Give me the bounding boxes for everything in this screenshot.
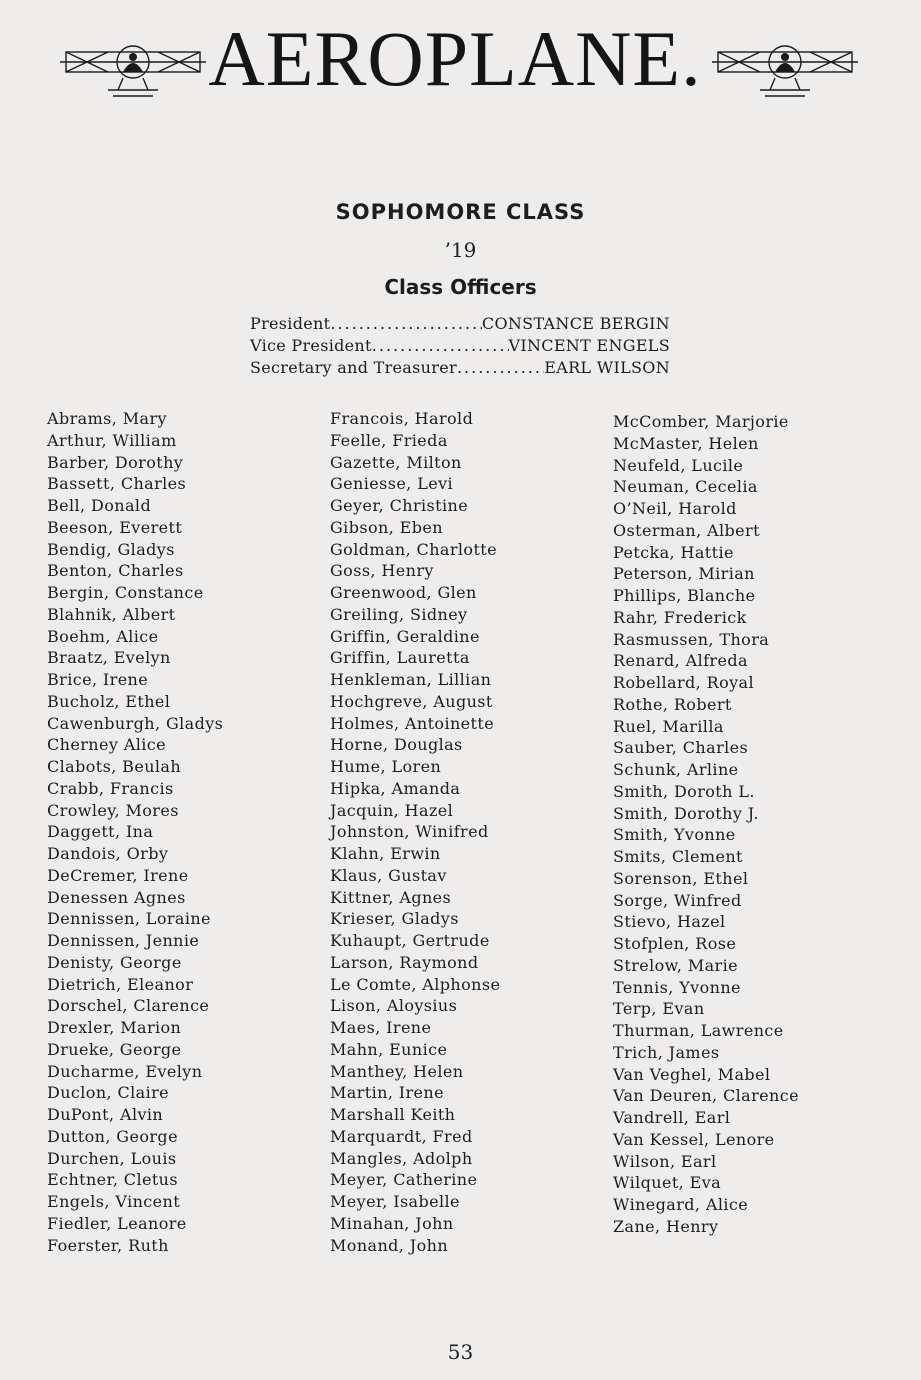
student-name: Bell, Donald [47, 496, 152, 515]
student-name: Smits, Clement [613, 847, 743, 866]
officer-role: Vice President [250, 336, 372, 355]
student-name: Goldman, Charlotte [330, 539, 497, 559]
student-name: Minahan, John [330, 1213, 454, 1233]
student-name: Henkleman, Lillian [330, 670, 492, 689]
student-name: Abrams, Mary [47, 409, 167, 428]
class-year: ’19 [444, 238, 477, 262]
student-name: Ducharme, Evelyn [47, 1061, 203, 1081]
student-name: Kuhaupt, Gertrude [330, 931, 490, 950]
student-name: Engels, Vincent [47, 1192, 181, 1211]
student-name: McMaster, Helen [613, 433, 759, 453]
student-name: Mangles, Adolph [330, 1148, 473, 1168]
student-name: Crowley, Mores [47, 800, 179, 820]
student-name: Neufeld, Lucile [613, 455, 744, 475]
student-name: Dietrich, Eleanor [47, 974, 194, 994]
student-name: Horne, Douglas [330, 735, 463, 755]
student-name: Hume, Loren [330, 757, 442, 776]
student-name: Boehm, Alice [47, 626, 159, 646]
student-name: Cawenburgh, Gladys [47, 713, 224, 733]
student-name: Griffin, Lauretta [330, 648, 470, 668]
student-name: Klahn, Erwin [330, 844, 441, 863]
student-name: Fiedler, Leanore [47, 1213, 187, 1233]
student-name: Mahn, Eunice [330, 1039, 448, 1059]
student-name: Foerster, Ruth [47, 1235, 169, 1255]
student-name: Osterman, Albert [613, 520, 760, 540]
student-name: Rothe, Robert [613, 694, 732, 714]
student-name: Smith, Dorothy J. [613, 803, 759, 823]
student-name: Neuman, Cecelia [613, 477, 758, 497]
student-name: Denessen Agnes [47, 887, 186, 907]
masthead-title: AEROPLANE. [208, 15, 702, 102]
student-name: Griffin, Geraldine [330, 626, 480, 646]
student-name: Vandrell, Earl [613, 1108, 731, 1127]
student-name: Zane, Henry [613, 1216, 719, 1236]
officer-row [250, 357, 670, 379]
student-name: Rasmussen, Thora [613, 629, 770, 649]
officer-name: CONSTANCE BERGIN [481, 314, 670, 333]
student-name: Arthur, William [47, 430, 177, 450]
page-number: 53 [447, 1340, 474, 1364]
student-name: Jacquin, Hazel [330, 800, 454, 820]
student-name: Martin, Irene [330, 1083, 445, 1103]
officer-name: VINCENT ENGELS [508, 336, 670, 355]
student-name: Marshall Keith [330, 1105, 456, 1124]
student-name: Bassett, Charles [47, 474, 187, 494]
student-name: Klaus, Gustav [330, 865, 447, 885]
student-name: Geniesse, Levi [330, 474, 454, 494]
student-name: Wilquet, Eva [613, 1173, 722, 1193]
student-name: Renard, Alfreda [613, 651, 748, 671]
student-name: Brice, Irene [47, 670, 149, 689]
student-name: Manthey, Helen [330, 1061, 464, 1081]
officer-role: President [250, 314, 331, 333]
student-name: Smith, Doroth L. [613, 781, 755, 801]
student-name: Braatz, Evelyn [47, 648, 171, 668]
student-name: Sorge, Winfred [613, 890, 742, 910]
officer-row [250, 313, 670, 335]
student-name: Goss, Henry [330, 561, 434, 581]
student-name: Van Veghel, Mabel [613, 1064, 771, 1084]
student-name: Holmes, Antoinette [330, 713, 495, 733]
student-name: Marquardt, Fred [330, 1126, 473, 1146]
student-name: Cherney Alice [47, 735, 166, 755]
masthead [0, 15, 921, 108]
student-name: Krieser, Gladys [330, 909, 459, 929]
student-name: Drexler, Marion [47, 1018, 182, 1037]
student-name: Clabots, Beulah [47, 757, 182, 776]
student-name: Wilson, Earl [613, 1151, 717, 1171]
student-name: Barber, Dorothy [47, 452, 184, 472]
student-name: Smith, Yvonne [613, 825, 736, 845]
roster-column-3 [613, 411, 883, 1238]
student-name: Meyer, Catherine [330, 1170, 478, 1190]
student-name: Dennissen, Jennie [47, 931, 200, 950]
student-name: Francois, Harold [330, 409, 474, 428]
student-name: Benton, Charles [47, 561, 184, 581]
student-name: Winegard, Alice [613, 1195, 749, 1214]
student-name: Bergin, Constance [47, 583, 204, 602]
student-name: Hochgreve, August [330, 691, 493, 711]
officer-name: EARL WILSON [544, 358, 670, 377]
student-name: Phillips, Blanche [613, 586, 756, 605]
class-title: SOPHOMORE CLASS [335, 200, 586, 224]
officer-role: Secretary and Treasurer [250, 358, 457, 377]
student-name: Rahr, Frederick [613, 607, 747, 627]
student-name: Bendig, Gladys [47, 539, 175, 559]
student-name: Thurman, Lawrence [613, 1021, 784, 1040]
student-name: Petcka, Hattie [613, 542, 734, 562]
student-name: Greiling, Sidney [330, 604, 468, 624]
student-name: Meyer, Isabelle [330, 1192, 460, 1211]
student-name: Terp, Evan [613, 999, 705, 1019]
student-name: Gibson, Eben [330, 517, 443, 537]
student-name: Johnston, Winifred [330, 822, 489, 842]
student-name: Van Kessel, Lenore [613, 1129, 775, 1149]
student-name: Feelle, Frieda [330, 430, 448, 450]
student-name: O’Neil, Harold [613, 499, 737, 518]
student-name: McComber, Marjorie [613, 412, 789, 431]
student-name: Strelow, Marie [613, 955, 738, 975]
student-name: Tennis, Yvonne [613, 977, 741, 997]
student-name: Robellard, Royal [613, 673, 755, 692]
officers-list [250, 313, 670, 379]
leader-dots [330, 313, 482, 335]
student-name: Beeson, Everett [47, 517, 183, 537]
student-name: Stievo, Hazel [613, 912, 726, 932]
officers-heading: Class Officers [384, 275, 537, 299]
student-name: Van Deuren, Clarence [613, 1086, 799, 1106]
student-name: Sorenson, Ethel [613, 868, 749, 888]
student-name: DeCremer, Irene [47, 865, 189, 885]
student-name: Lison, Aloysius [330, 996, 458, 1016]
student-name: Echtner, Cletus [47, 1170, 178, 1190]
leader-dots [372, 335, 509, 357]
student-name: Blahnik, Albert [47, 604, 176, 624]
student-name: Peterson, Mirian [613, 564, 755, 584]
student-name: Dennissen, Loraine [47, 909, 211, 929]
student-name: Geyer, Christine [330, 496, 469, 515]
student-name: Gazette, Milton [330, 452, 462, 472]
student-name: Sauber, Charles [613, 738, 749, 758]
student-name: Daggett, Ina [47, 822, 154, 842]
student-name: Le Comte, Alphonse [330, 974, 501, 994]
student-name: Maes, Irene [330, 1018, 432, 1037]
leader-dots [457, 357, 544, 379]
student-name: Durchen, Louis [47, 1148, 177, 1168]
student-name: Duclon, Claire [47, 1083, 170, 1103]
student-name: Larson, Raymond [330, 952, 479, 972]
student-name: Greenwood, Glen [330, 583, 477, 602]
officer-row [250, 335, 670, 357]
student-name: Hipka, Amanda [330, 778, 461, 798]
student-name: Denisty, George [47, 952, 182, 972]
student-name: Dandois, Orby [47, 844, 169, 863]
biplane-icon [710, 32, 860, 102]
student-name: Schunk, Arline [613, 760, 739, 779]
student-name: Dutton, George [47, 1126, 178, 1146]
student-name: Bucholz, Ethel [47, 691, 171, 711]
student-name: DuPont, Alvin [47, 1105, 164, 1124]
student-name: Monand, John [330, 1235, 449, 1255]
student-name: Trich, James [613, 1042, 720, 1062]
student-name: Stofplen, Rose [613, 934, 737, 953]
student-name: Crabb, Francis [47, 778, 174, 798]
student-name: Drueke, George [47, 1039, 182, 1059]
roster-column-2 [330, 408, 600, 1256]
student-name: Dorschel, Clarence [47, 996, 210, 1016]
student-name: Ruel, Marilla [613, 716, 724, 736]
student-name: Kittner, Agnes [330, 887, 452, 907]
roster-column-1 [47, 408, 317, 1256]
biplane-icon [58, 32, 208, 102]
